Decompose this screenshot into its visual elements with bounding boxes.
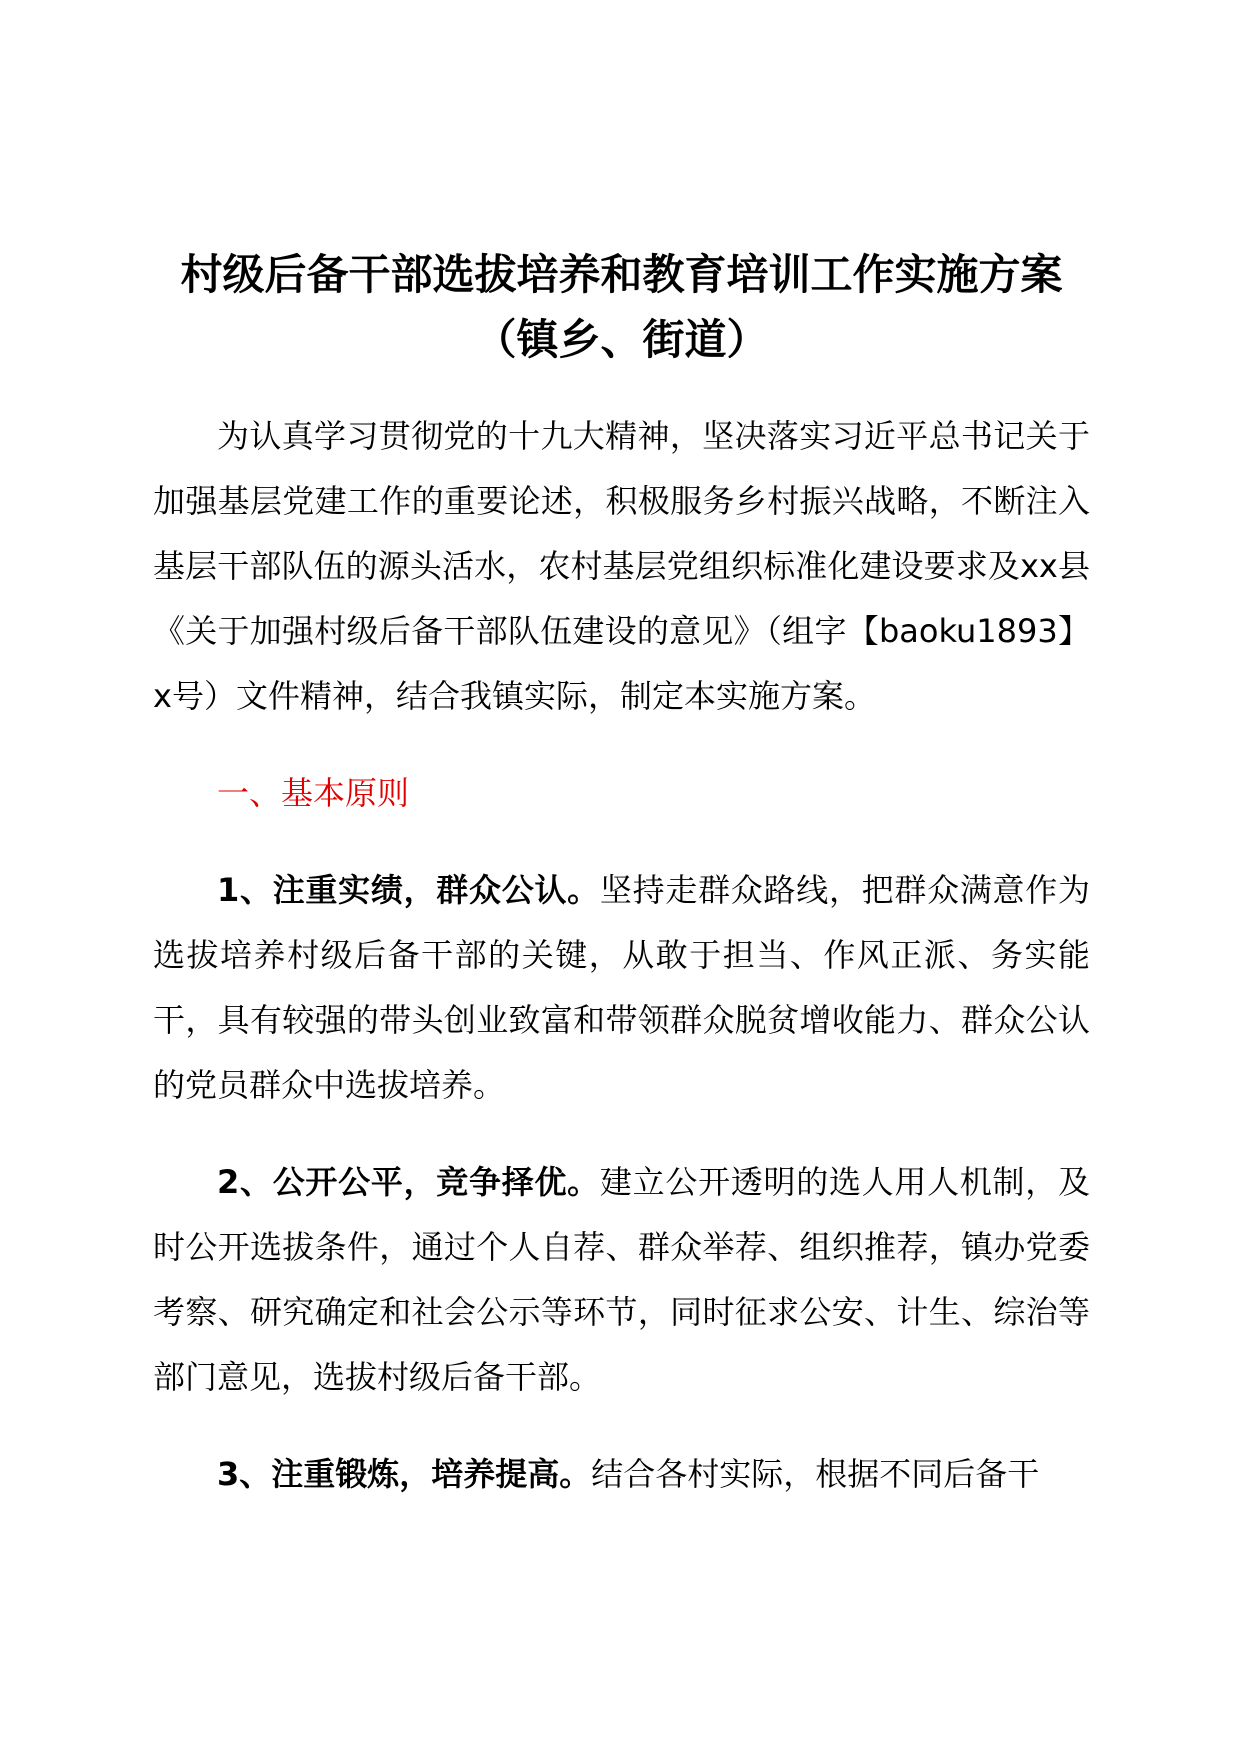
principle-text: 坚持走群众路线，把群众满意作为选拔培养村级后备干部的关键，从敢于担当、作风正派、务实能干，具有较强的带头创业致富和带领群众脱贫增收能力、群众公认的党员群众中选拔培养。 <box>153 871 1090 1104</box>
principle-paragraph <box>153 1442 1090 1507</box>
principle-lead: 1、注重实绩，群众公认。 <box>217 871 600 909</box>
principle-paragraph <box>153 1150 1090 1410</box>
section-heading <box>153 761 1090 826</box>
principle-paragraph <box>153 858 1090 1118</box>
document-body <box>153 242 1090 1507</box>
principle-text: 建立公开透明的选人用人机制，及时公开选拔条件，通过个人自荐、群众举荐、组织推荐，镇办党委考察、研究确定和社会公示等环节，同时征求公安、计生、综治等部门意见，选拔村级后备干部。 <box>153 1163 1090 1396</box>
section-heading-text: 一、基本原则 <box>217 774 410 812</box>
principle-text: 结合各村实际，根据不同后备干 <box>591 1455 1040 1493</box>
principle-lead: 2、公开公平，竞争择优。 <box>217 1163 600 1201</box>
principle-lead: 3、注重锻炼，培养提高。 <box>217 1455 592 1493</box>
document-title: 村级后备干部选拔培养和教育培训工作实施方案（镇乡、街道） <box>180 250 1063 364</box>
intro-paragraph: 为认真学习贯彻党的十九大精神，坚决落实习近平总书记关于加强基层党建工作的重要论述，积极服务乡村振兴战略，不断注入基层干部队伍的源头活水，农村基层党组织标准化建设要求及xx县《关于加强村级后备干部队伍建设的意见》（组字【baoku1893】x号）文件精神，结合我镇实际，制定本实施方案。 <box>153 417 1090 715</box>
